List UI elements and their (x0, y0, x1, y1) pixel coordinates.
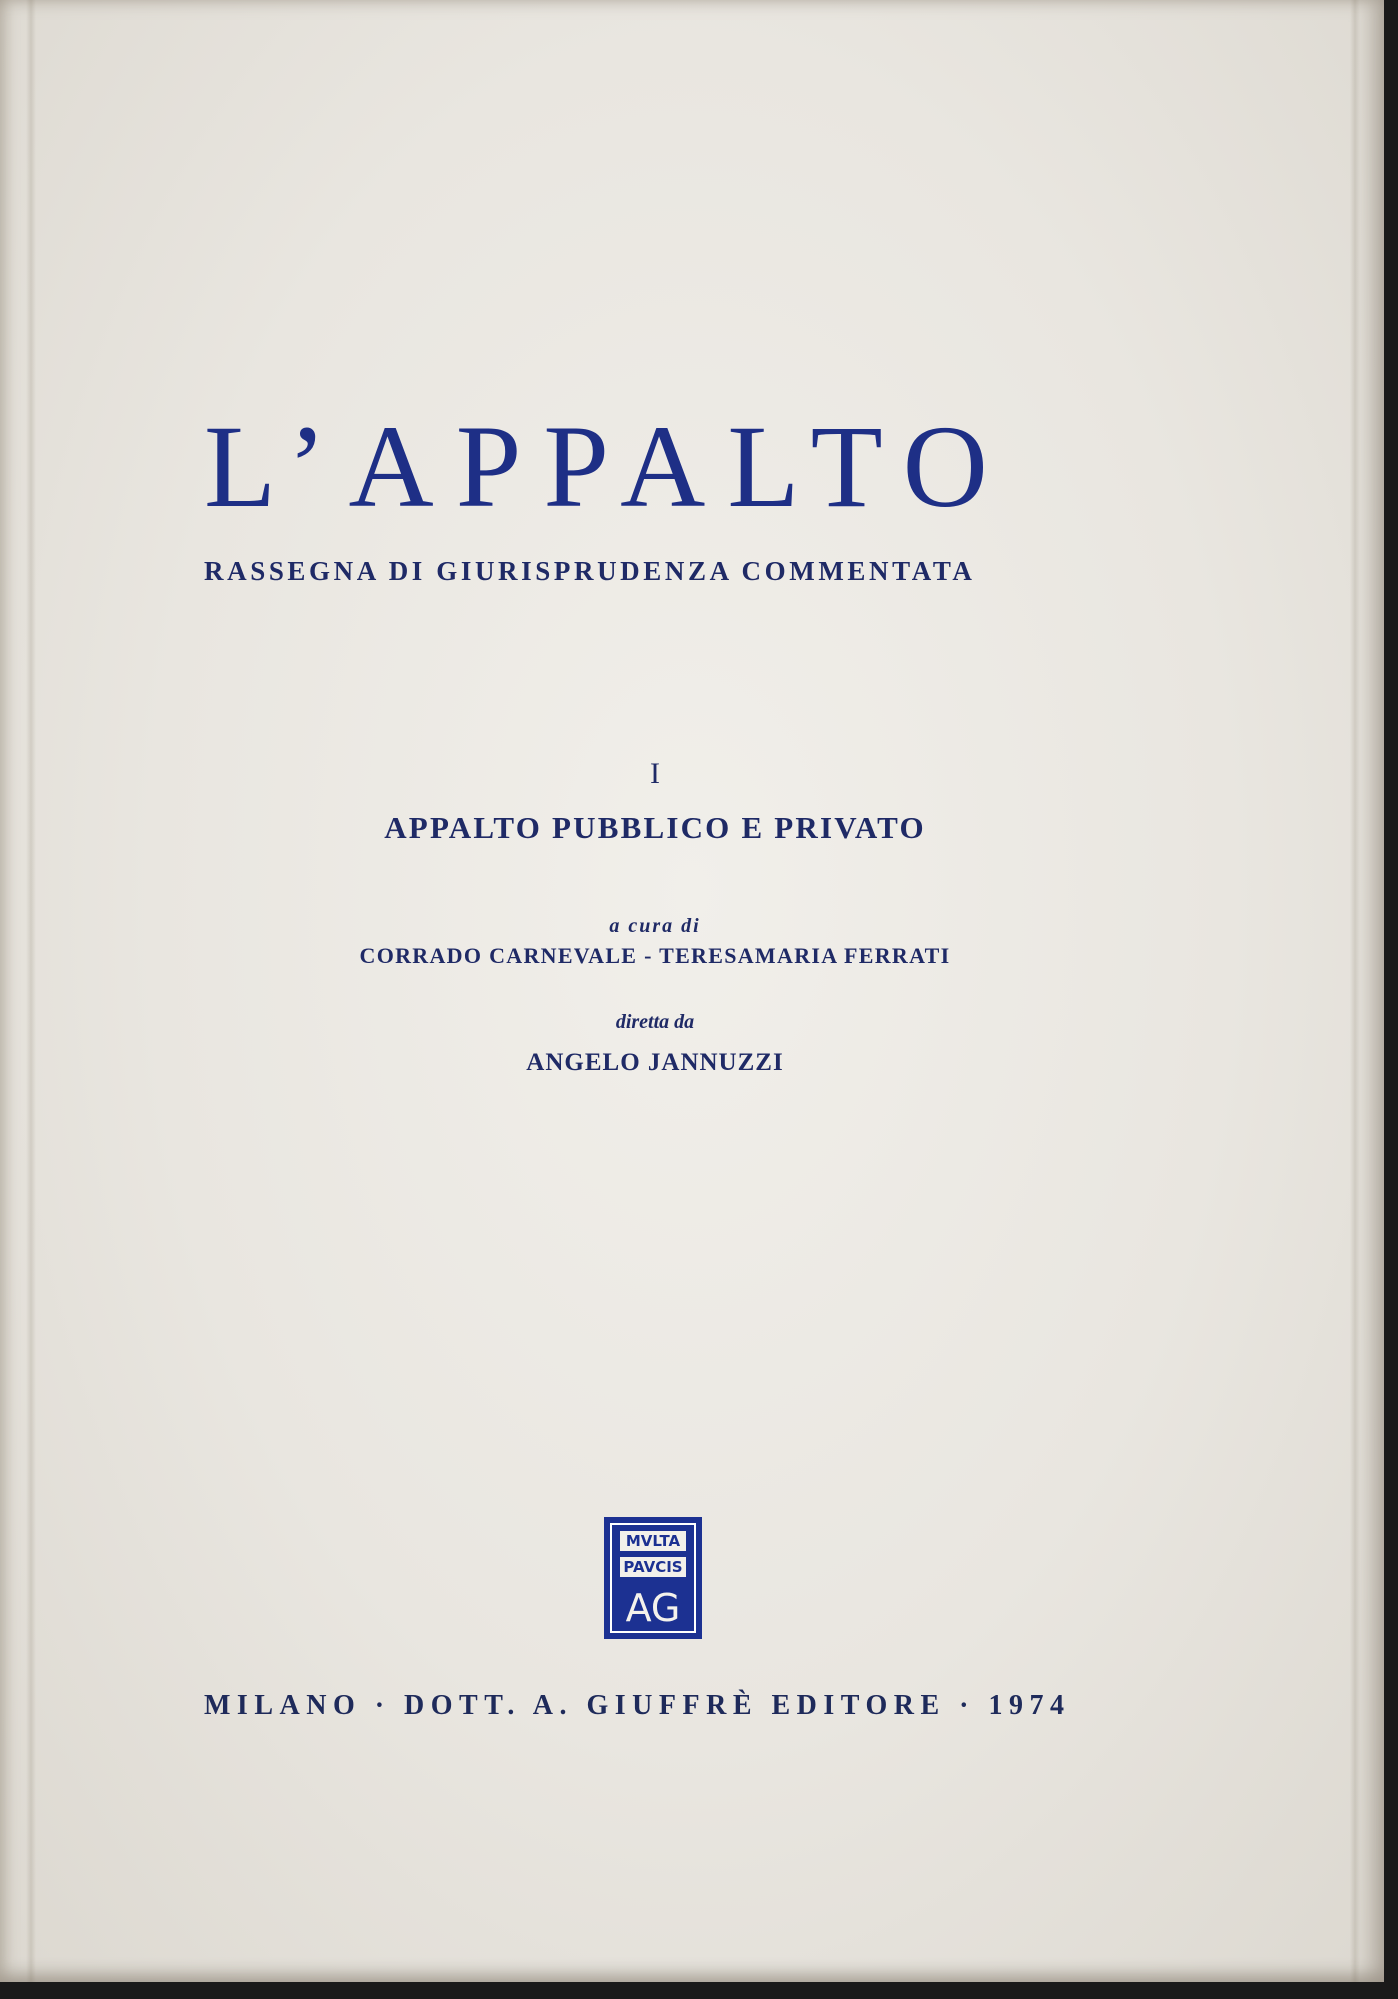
publisher-imprint: MILANO · DOTT. A. GIUFFRÈ EDITORE · 1974 (204, 1690, 1071, 1721)
cover-fold-right (1350, 0, 1360, 1982)
directed-by-label: diretta da (615, 1011, 695, 1033)
book-subtitle: RASSEGNA DI GIURISPRUDENZA COMMENTATA (204, 556, 976, 586)
director: ANGELO JANNUZZI (526, 1049, 784, 1076)
logo-line2: PAVCIS (620, 1557, 686, 1577)
book-title: L’APPALTO (204, 401, 1010, 532)
logo-initials: AG (625, 1586, 681, 1630)
curated-by-label: a cura di (609, 915, 701, 937)
cover-fold-left (26, 0, 36, 1982)
logo-line1: MVLTA (620, 1531, 686, 1551)
publisher-logo (604, 1517, 702, 1639)
editors: CORRADO CARNEVALE - TERESAMARIA FERRATI (359, 943, 951, 968)
volume-number: I (650, 757, 660, 790)
volume-title: APPALTO PUBBLICO E PRIVATO (384, 810, 926, 845)
